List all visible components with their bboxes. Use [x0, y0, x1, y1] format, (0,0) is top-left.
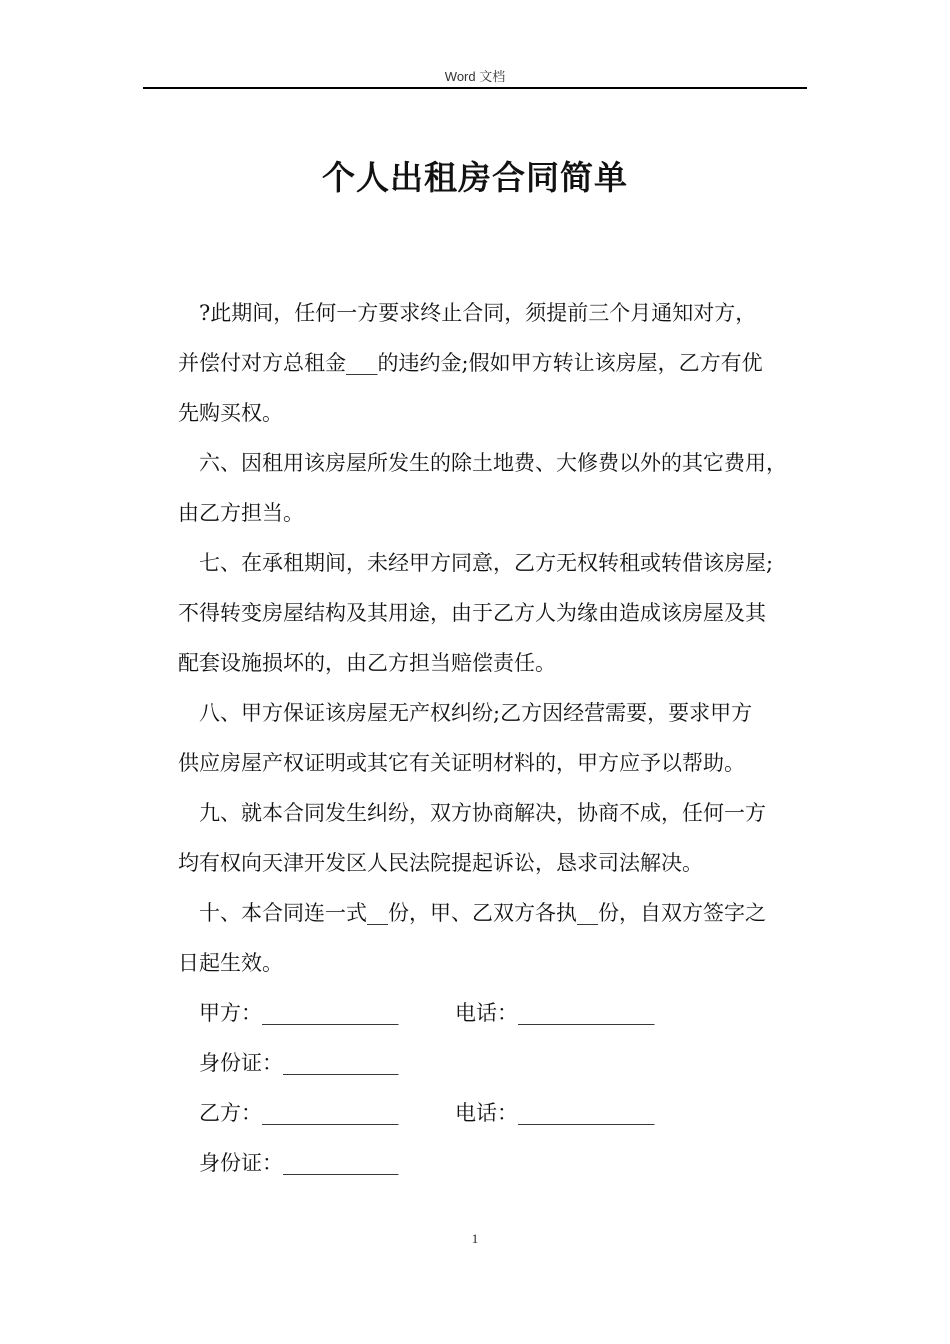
text-line: 并偿付对方总租金___的违约金;假如甲方转让该房屋，乙方有优 — [178, 351, 763, 375]
header-divider — [143, 87, 807, 89]
text-line: 九、就本合同发生纠纷，双方协商解决，协商不成，任何一方 — [199, 801, 766, 825]
text-line: ?此期间，任何一方要求终止合同，须提前三个月通知对方， — [199, 301, 757, 325]
text-line: 十、本合同连一式__份，甲、乙双方各执__份，自双方签字之 — [199, 901, 766, 925]
text-line: 先购买权。 — [178, 401, 283, 425]
clause-termination — [178, 288, 808, 438]
party-b-signature-field: 乙方：_____________ — [199, 1101, 399, 1125]
signature-row-party-b-id — [178, 1138, 808, 1188]
clause-eight — [178, 688, 808, 788]
page-header: Word 文档 — [444, 69, 506, 84]
clause-nine — [178, 788, 808, 888]
page-number: 1 — [471, 1231, 479, 1246]
party-a-phone-field: 电话：_____________ — [455, 1001, 655, 1025]
text-line: 八、甲方保证该房屋无产权纠纷;乙方因经营需要，要求甲方 — [199, 701, 753, 725]
party-a-id-field: 身份证：___________ — [199, 1051, 399, 1075]
text-line: 七、在承租期间，未经甲方同意，乙方无权转租或转借该房屋; — [199, 551, 774, 575]
party-b-phone-field: 电话：_____________ — [455, 1101, 655, 1125]
clause-seven — [178, 538, 808, 688]
document-title: 个人出租房合同简单 — [322, 158, 628, 197]
signature-row-party-a-id — [178, 1038, 808, 1088]
party-b-id-field: 身份证：___________ — [199, 1151, 399, 1175]
text-line: 配套设施损坏的，由乙方担当赔偿责任。 — [178, 651, 556, 675]
clause-ten — [178, 888, 808, 988]
text-line: 不得转变房屋结构及其用途，由于乙方人为缘由造成该房屋及其 — [178, 601, 766, 625]
signature-row-party-b — [178, 1088, 808, 1138]
text-line: 日起生效。 — [178, 951, 283, 975]
clause-six — [178, 438, 808, 538]
text-line: 供应房屋产权证明或其它有关证明材料的，甲方应予以帮助。 — [178, 751, 745, 775]
text-line: 由乙方担当。 — [178, 501, 304, 525]
text-line: 六、因租用该房屋所发生的除土地费、大修费以外的其它费用， — [199, 451, 787, 475]
document-body — [178, 288, 808, 1188]
text-line: 均有权向天津开发区人民法院提起诉讼，恳求司法解决。 — [178, 851, 703, 875]
signature-row-party-a — [178, 988, 808, 1038]
signature-block — [178, 988, 808, 1188]
party-a-signature-field: 甲方：_____________ — [199, 1001, 399, 1025]
